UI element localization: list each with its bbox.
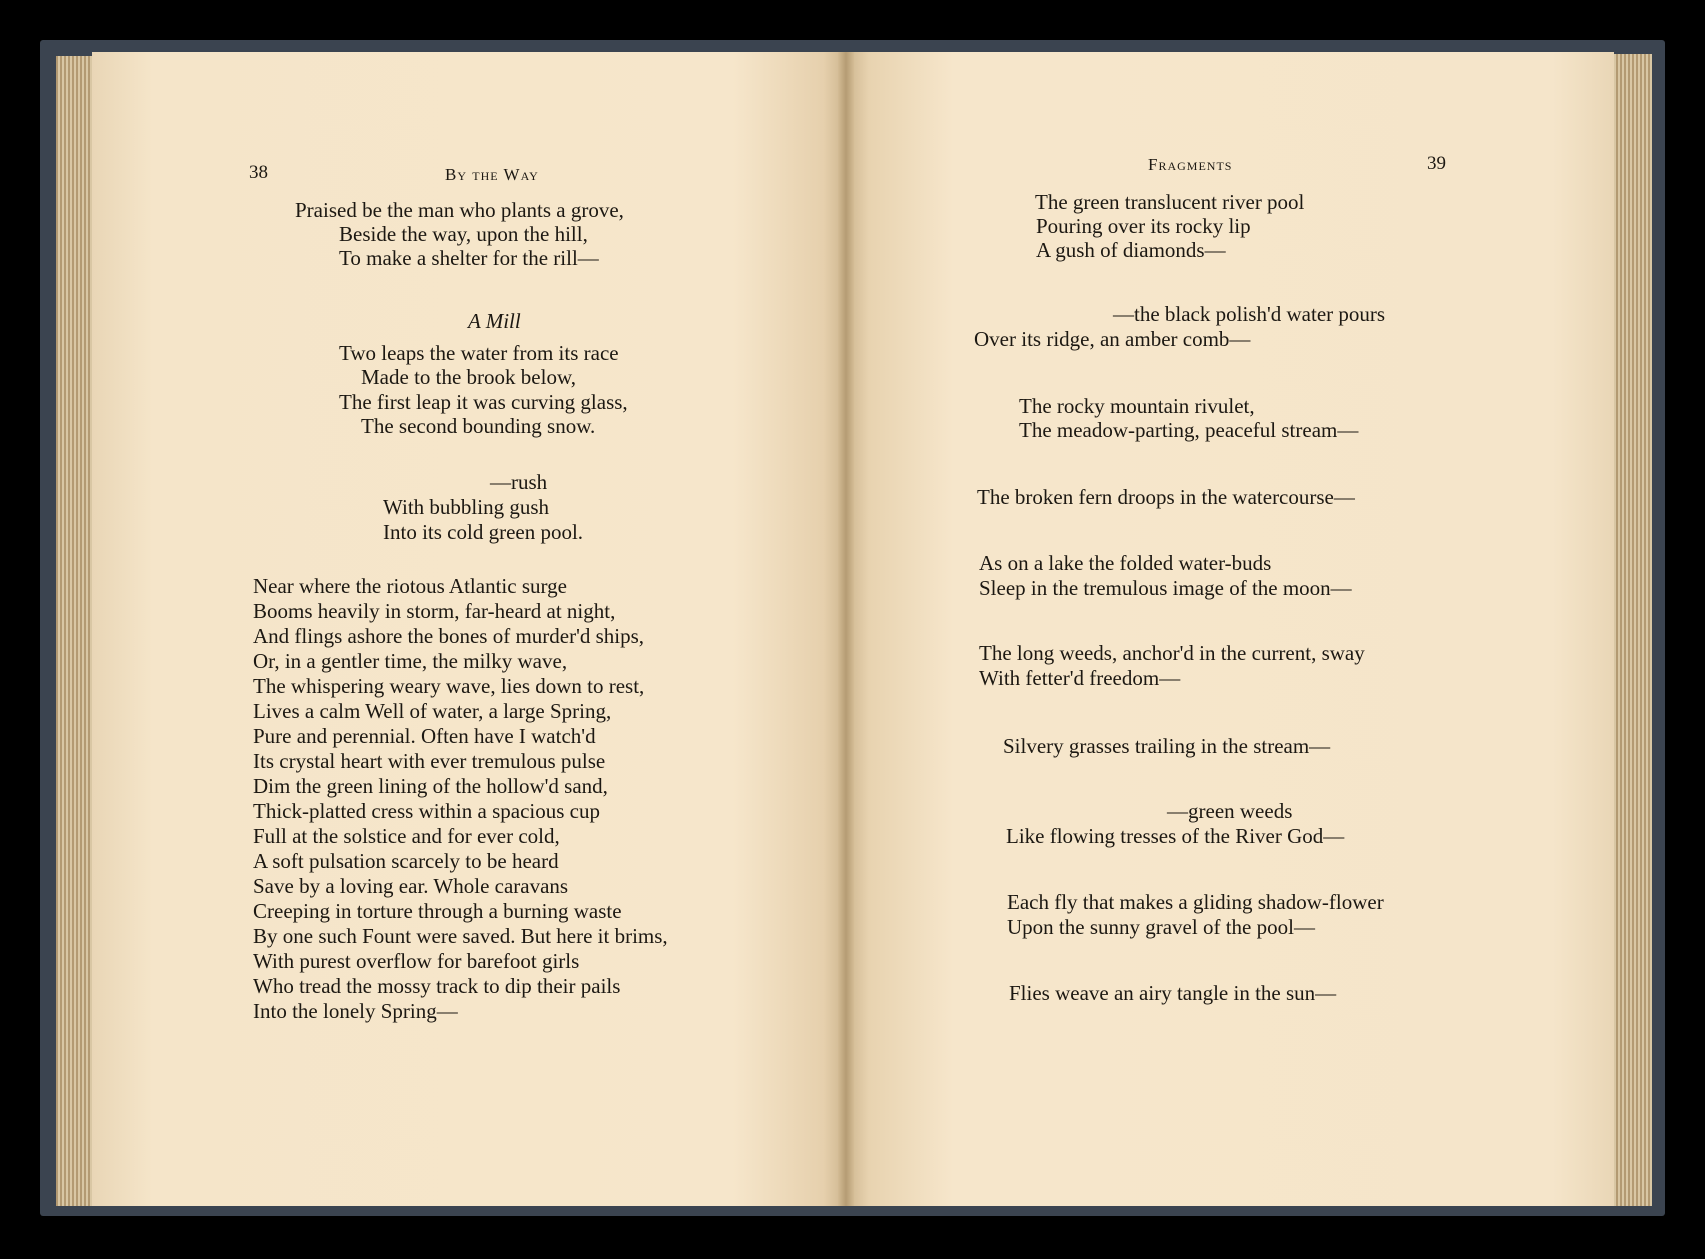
verse-line: Into its cold green pool.: [383, 520, 584, 544]
verse-line: Silvery grasses trailing in the stream—: [1003, 734, 1331, 758]
verse-line: The rocky mountain rivulet,: [1019, 394, 1255, 418]
verse-line: —rush: [490, 470, 548, 494]
right-page: [846, 52, 1614, 1206]
verse-line: Made to the brook below,: [361, 365, 577, 389]
verse-line: The whispering weary wave, lies down to rest,: [253, 674, 645, 698]
verse-line: Flies weave an airy tangle in the sun—: [1009, 981, 1337, 1005]
page-number: 39: [1427, 153, 1446, 174]
verse-line: Creeping in torture through a burning waste: [253, 899, 622, 923]
verse-line: Pure and perennial. Often have I watch'd: [253, 724, 596, 748]
verse-line: Its crystal heart with ever tremulous pulse: [253, 749, 606, 773]
verse-line: Beside the way, upon the hill,: [339, 222, 588, 246]
verse-line: Sleep in the tremulous image of the moon—: [979, 576, 1352, 600]
verse-line: The broken fern droops in the watercourse—: [977, 485, 1355, 509]
section-title: A Mill: [468, 309, 521, 333]
verse-line: And flings ashore the bones of murder'd ships,: [253, 624, 645, 648]
verse-line: Over its ridge, an amber comb—: [974, 327, 1251, 351]
verse-line: Full at the solstice and for ever cold,: [253, 824, 560, 848]
verse-line: As on a lake the folded water-buds: [979, 551, 1272, 575]
page-edges-left: [56, 56, 96, 1206]
verse-line: Booms heavily in storm, far-heard at night,: [253, 599, 616, 623]
verse-line: Dim the green lining of the hollow'd sand,: [253, 774, 608, 798]
verse-line: By one such Fount were saved. But here it brims,: [253, 924, 668, 948]
verse-line: Upon the sunny gravel of the pool—: [1007, 915, 1315, 939]
verse-line: The green translucent river pool: [1035, 190, 1305, 214]
verse-line: With purest overflow for barefoot girls: [253, 949, 580, 973]
verse-line: With fetter'd freedom—: [979, 666, 1181, 690]
running-head: Fragments: [1148, 155, 1233, 174]
verse-line: Who tread the mossy track to dip their pails: [253, 974, 621, 998]
verse-line: A gush of diamonds—: [1036, 238, 1226, 262]
left-page: [92, 52, 846, 1206]
verse-line: Near where the riotous Atlantic surge: [253, 574, 567, 598]
verse-line: Pouring over its rocky lip: [1036, 214, 1251, 238]
verse-line: The first leap it was curving glass,: [339, 390, 628, 414]
verse-line: —the black polish'd water pours: [1113, 302, 1386, 326]
verse-line: Into the lonely Spring—: [253, 999, 458, 1023]
page-edges-right: [1610, 54, 1652, 1206]
running-head: By the Way: [445, 165, 539, 184]
page-number: 38: [249, 162, 268, 183]
verse-line: Like flowing tresses of the River God—: [1006, 824, 1345, 848]
verse-line: The long weeds, anchor'd in the current, sway: [979, 641, 1365, 665]
verse-line: Or, in a gentler time, the milky wave,: [253, 649, 568, 673]
verse-line: A soft pulsation scarcely to be heard: [253, 849, 559, 873]
verse-line: The second bounding snow.: [361, 414, 596, 438]
verse-line: —green weeds: [1167, 799, 1293, 823]
verse-line: To make a shelter for the rill—: [339, 246, 599, 270]
verse-line: With bubbling gush: [383, 495, 549, 519]
verse-line: Two leaps the water from its race: [339, 341, 619, 365]
book-gutter: [838, 52, 854, 1206]
verse-line: Praised be the man who plants a grove,: [295, 198, 624, 222]
verse-line: Each fly that makes a gliding shadow-flower: [1007, 890, 1384, 914]
verse-line: Lives a calm Well of water, a large Spring,: [253, 699, 612, 723]
verse-line: The meadow-parting, peaceful stream—: [1019, 418, 1359, 442]
verse-line: Thick-platted cress within a spacious cup: [253, 799, 600, 823]
verse-line: Save by a loving ear. Whole caravans: [253, 874, 569, 898]
